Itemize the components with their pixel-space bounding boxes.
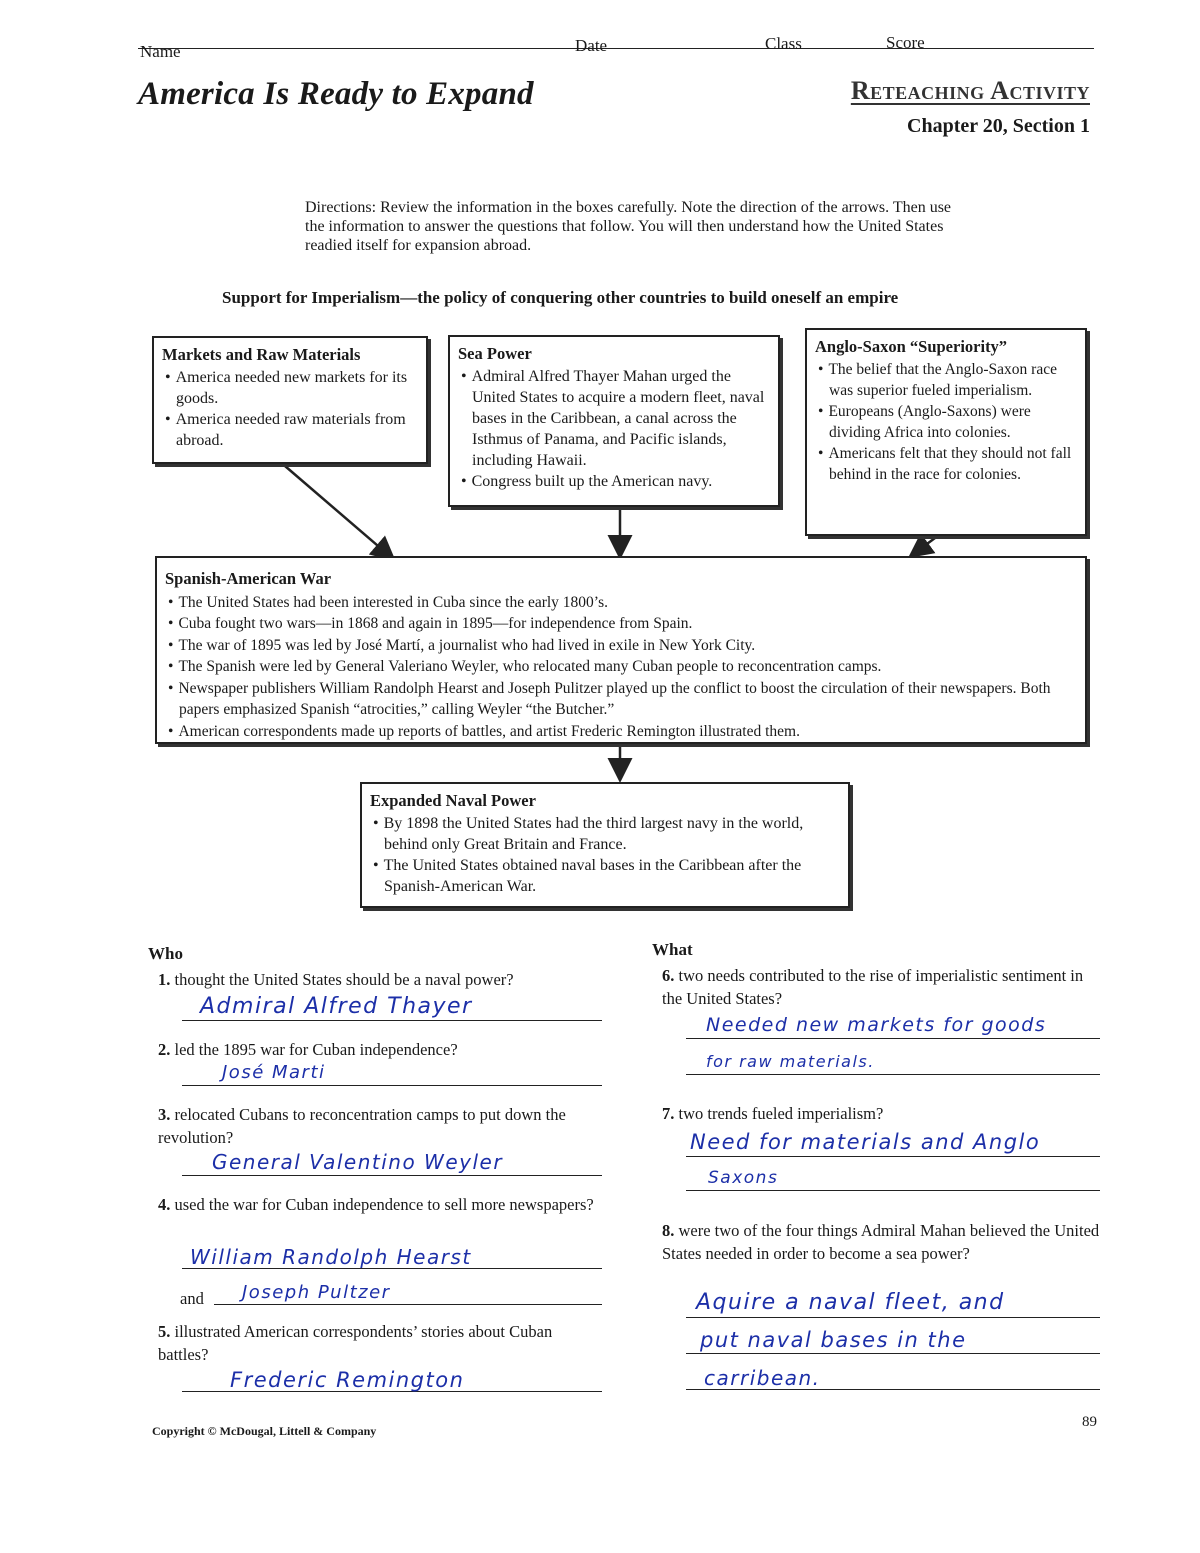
box-sea-power [448, 335, 780, 507]
date-label: Date [575, 36, 608, 55]
box-markets-item: • America needed new markets for its goods. [162, 367, 418, 409]
box-war-item: • The Spanish were led by General Valeriano Weyler, who relocated many Cuban people to reconcentration camps. [165, 656, 1077, 678]
box-naval-item: • By 1898 the United States had the third largest navy in the world, behind only Great Britain and France. [370, 813, 840, 855]
question-number: 4. [158, 1195, 171, 1214]
answer-7b: Saxons [708, 1168, 779, 1188]
question-text: led the 1895 war for Cuban independence? [174, 1040, 458, 1059]
box-sea-power-title: Sea Power [458, 344, 532, 363]
directions-text: Directions: Review the information in the boxes carefully. Note the direction of the arrows. Then use the information to answer the questions that follow. You will then understand how the United States readied itself for expansion abroad. [305, 199, 952, 254]
score-label: Score [886, 33, 925, 52]
page-number: 89 [1082, 1414, 1097, 1430]
box-expanded-naval-power [360, 782, 850, 908]
question-number: 7. [662, 1104, 675, 1123]
question-4 [158, 1193, 603, 1216]
box-markets [152, 336, 428, 464]
answer-2: José Marti [222, 1062, 326, 1083]
class-label: Class [765, 34, 802, 53]
arrow-anglo-to-war [912, 538, 935, 555]
box-war-item: • American correspondents made up reports of battles, and artist Frederic Remington illustrated them. [165, 721, 1077, 743]
question-text: used the war for Cuban independence to sell more newspapers? [174, 1195, 594, 1214]
question-6 [662, 964, 1102, 1010]
box-naval-item: • The United States obtained naval bases in the Caribbean after the Spanish-American War. [370, 855, 840, 897]
chapter-label: Chapter 20, Section 1 [907, 115, 1090, 137]
box-anglo-saxon-item: • Europeans (Anglo-Saxons) were dividing Africa into colonies. [815, 401, 1077, 443]
question-number: 6. [662, 966, 675, 985]
question-7 [662, 1102, 1102, 1125]
what-heading: What [652, 940, 693, 959]
page-title: America Is Ready to Expand [138, 76, 534, 112]
copyright: Copyright © McDougal, Littell & Company [152, 1424, 377, 1438]
box-anglo-saxon [805, 328, 1087, 536]
question-8 [662, 1219, 1102, 1265]
box-markets-item: • America needed raw materials from abroad. [162, 409, 418, 451]
box-war-item: • The United States had been interested in Cuba since the early 1800’s. [165, 592, 1077, 614]
answer-8a: Aquire a naval fleet, and [696, 1290, 1005, 1315]
question-text: illustrated American correspondents’ stories about Cuban battles? [158, 1322, 553, 1364]
question-text: were two of the four things Admiral Mahan believed the United States needed in order to become a sea power? [662, 1221, 1100, 1263]
question-text: two needs contributed to the rise of imperialistic sentiment in the United States? [662, 966, 1084, 1008]
question-5 [158, 1320, 603, 1366]
box-anglo-saxon-title: Anglo-Saxon “Superiority” [815, 337, 1008, 356]
answer-8c: carribean. [704, 1366, 821, 1390]
who-heading: Who [148, 944, 183, 963]
arrow-markets-to-war [285, 466, 392, 558]
question-number: 5. [158, 1322, 171, 1341]
and-label: and [180, 1289, 204, 1308]
question-number: 1. [158, 970, 171, 989]
box-war-title: Spanish-American War [165, 569, 332, 588]
answer-6b: for raw materials. [706, 1052, 875, 1071]
answer-4a: William Randolph Hearst [190, 1245, 472, 1269]
question-text: thought the United States should be a naval power? [174, 970, 514, 989]
box-war-item: • Newspaper publishers William Randolph Hearst and Joseph Pulitzer played up the conflict to boost the circulation of their newspapers. Both papers emphasized Spanish “atrocities,” calling Weyler “the Butcher.” [165, 678, 1077, 721]
answer-8b: put naval bases in the [700, 1328, 967, 1352]
answer-6a: Needed new markets for goods [706, 1014, 1047, 1036]
box-naval-title: Expanded Naval Power [370, 791, 536, 810]
name-label: Name [140, 42, 181, 61]
question-1 [158, 968, 603, 991]
box-markets-title: Markets and Raw Materials [162, 345, 361, 364]
box-spanish-american-war [155, 556, 1087, 744]
box-anglo-saxon-item: • The belief that the Anglo-Saxon race was superior fueled imperialism. [815, 359, 1077, 401]
answer-3: General Valentino Weyler [212, 1150, 504, 1174]
support-heading: Support for Imperialism—the policy of conquering other countries to build oneself an empire [222, 288, 899, 307]
question-text: relocated Cubans to reconcentration camps to put down the revolution? [158, 1105, 566, 1147]
question-text: two trends fueled imperialism? [678, 1104, 884, 1123]
answer-7a: Need for materials and Anglo [690, 1130, 1041, 1154]
answer-5: Frederic Remington [230, 1368, 465, 1392]
answer-1: Admiral Alfred Thayer [200, 994, 473, 1019]
box-war-item: • Cuba fought two wars—in 1868 and again in 1895—for independence from Spain. [165, 613, 1077, 635]
question-number: 3. [158, 1105, 171, 1124]
question-number: 2. [158, 1040, 171, 1059]
question-number: 8. [662, 1221, 675, 1240]
box-anglo-saxon-item: • Americans felt that they should not fall behind in the race for colonies. [815, 443, 1077, 485]
question-3 [158, 1103, 603, 1149]
box-sea-power-item: • Congress built up the American navy. [458, 471, 770, 492]
answer-4b: Joseph Pultzer [242, 1282, 391, 1303]
box-sea-power-item: • Admiral Alfred Thayer Mahan urged the United States to acquire a modern fleet, naval bases in the Caribbean, a canal across the Isthmus of Panama, and Pacific islands, including Hawaii. [458, 366, 770, 471]
box-war-item: • The war of 1895 was led by José Martí, a journalist who had lived in exile in New York City. [165, 635, 1077, 657]
activity-title: Reteaching Activity [850, 76, 1090, 105]
